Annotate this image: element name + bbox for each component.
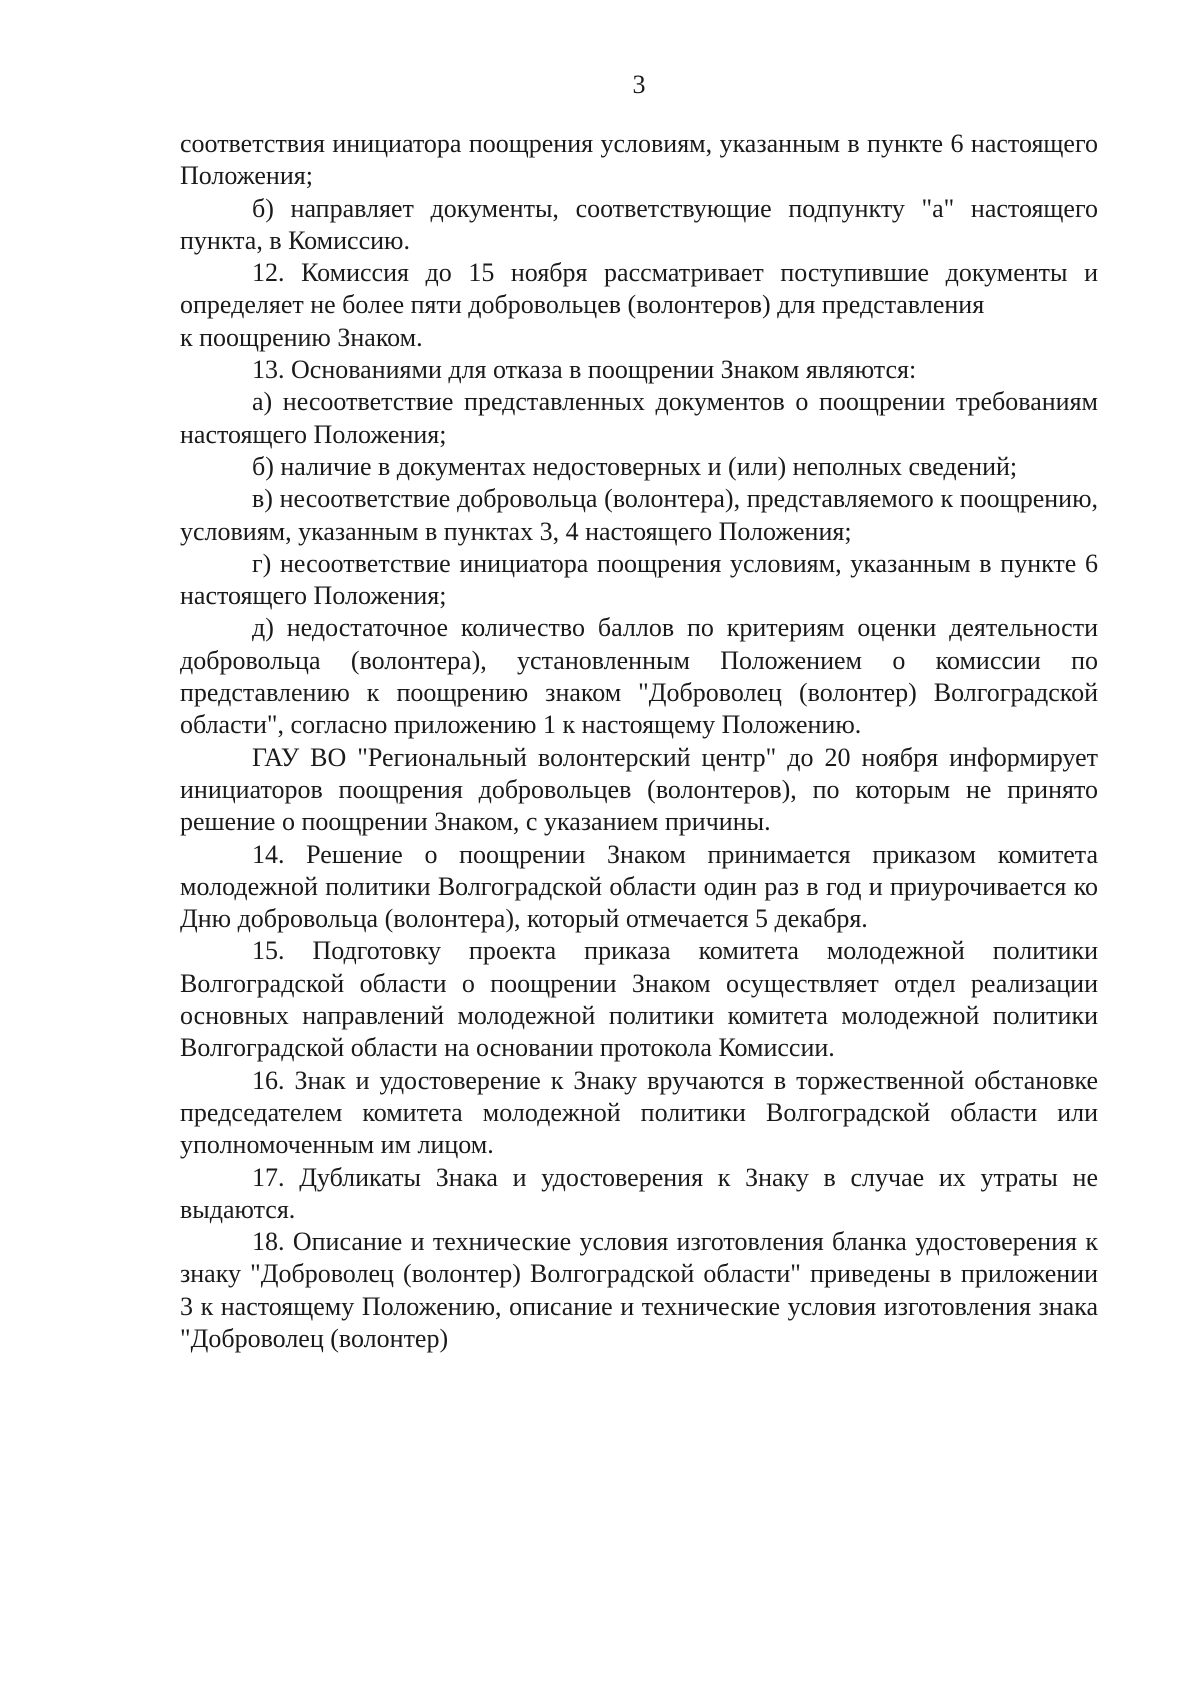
paragraph-13b: б) наличие в документах недостоверных и (или) неполных сведений; <box>252 451 1018 481</box>
paragraph-gau-vo: ГАУ ВО "Региональный волонтерский центр" до 20 ноября информирует инициаторов поощрения добровольцев (волонтеров), по которым не принято решение о поощрении Знаком, с указанием причины. <box>180 742 1098 837</box>
paragraph-13v: в) несоответствие добровольца (волонтера), представляемого к поощрению, условиям, указанным в пунктах 3, 4 настоящего Положения; <box>180 484 1098 546</box>
paragraph-12: 12. Комиссия до 15 ноября рассматривает поступившие документы и определяет не более пяти добровольцев (волонтеров) для представления <box>180 258 1098 320</box>
paragraph-14: 14. Решение о поощрении Знаком принимается приказом комитета молодежной политики Волгоградской области один раз в год и приурочивается ко Дню добровольца (волонтера), который отмечается 5 декабря. <box>180 839 1098 934</box>
paragraph-15: 15. Подготовку проекта приказа комитета молодежной политики Волгоградской области о поощрении Знаком осуществляет отдел реализации основных направлений молодежной политики комитета молодежной политики Волгоградской области на основании протокола Комиссии. <box>180 936 1098 1063</box>
paragraph-13a: а) несоответствие представленных документов о поощрении требованиям настоящего Положения; <box>180 387 1098 449</box>
paragraph-18: 18. Описание и технические условия изготовления бланка удостоверения к знаку "Доброволец (волонтер) Волгоградской области" приведены в приложении 3 к настоящему Положению, описание и технические условия изготовления знака "Доброволец (волонтер) <box>180 1227 1098 1353</box>
paragraph-11b: б) направляет документы, соответствующие подпункту "а" настоящего пункта, в Комиссию. <box>180 193 1098 255</box>
paragraph-13: 13. Основаниями для отказа в поощрении Знаком являются: <box>252 355 917 385</box>
document-body <box>180 128 1098 1355</box>
paragraph-13d: д) недостаточное количество баллов по критериям оценки деятельности добровольца (волонтера), установленным Положением о комиссии по представлению к поощрению знаком "Доброволец (волонтер) Волгоградской области", согласно приложению 1 к настоящему Положению. <box>180 613 1098 740</box>
paragraph-12-continuation: к поощрению Знаком. <box>180 322 423 352</box>
paragraph-13g: г) несоответствие инициатора поощрения условиям, указанным в пункте 6 настоящего Положения; <box>180 548 1098 611</box>
paragraph-continuation: соответствия инициатора поощрения условиям, указанным в пункте 6 настоящего Положения; <box>180 129 1098 191</box>
page-number: 3 <box>632 70 646 99</box>
paragraph-17: 17. Дубликаты Знака и удостоверения к Знаку в случае их утраты не выдаются. <box>180 1162 1098 1224</box>
paragraph-16: 16. Знак и удостоверение к Знаку вручаются в торжественной обстановке председателем комитета молодежной политики Волгоградской области или уполномоченным им лицом. <box>180 1065 1098 1160</box>
